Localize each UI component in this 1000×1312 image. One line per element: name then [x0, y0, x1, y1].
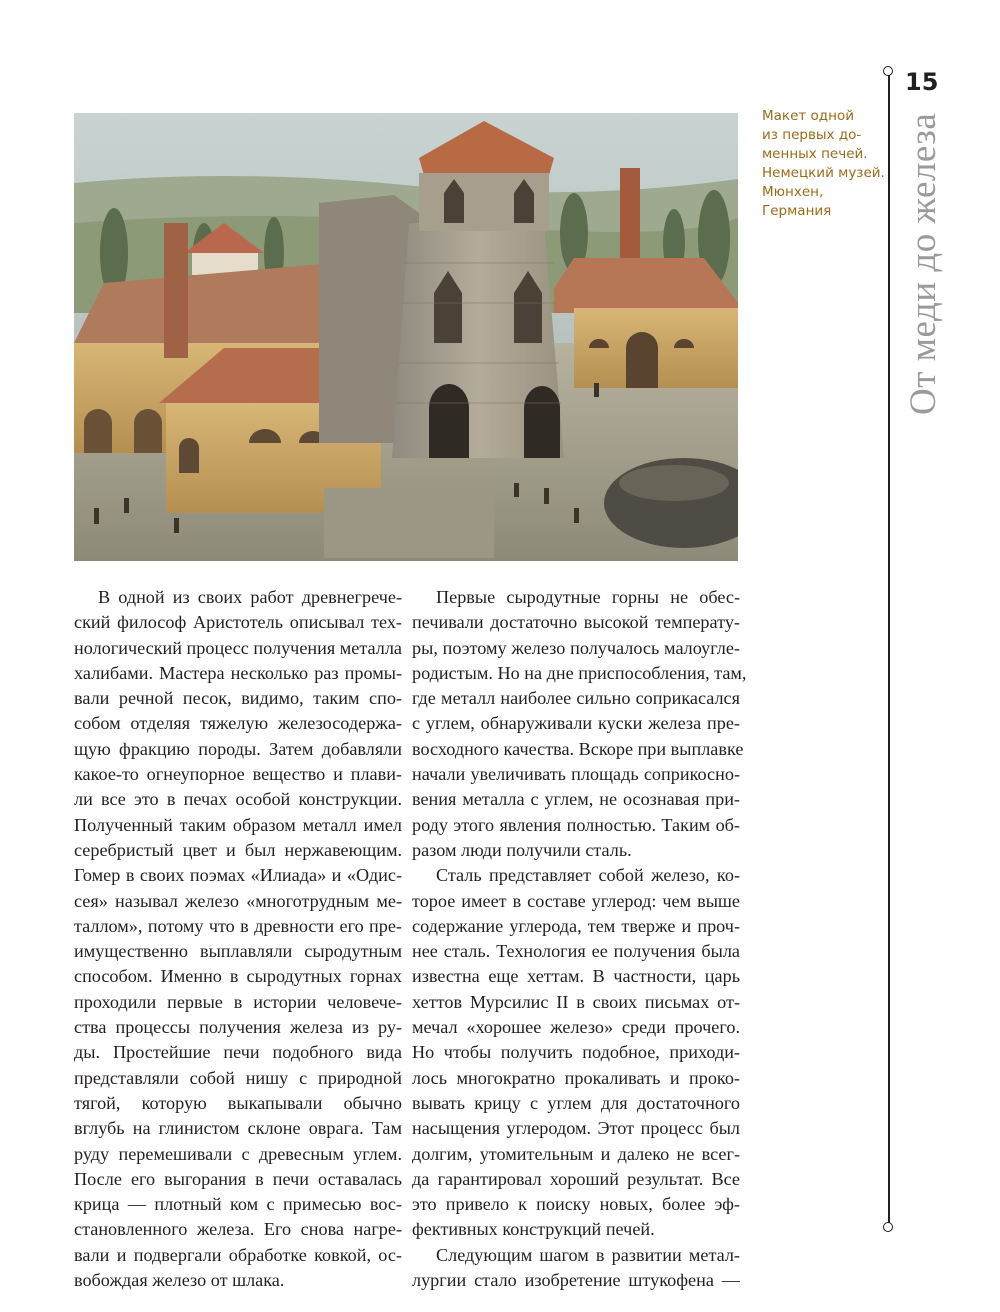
text-line: проходили первые в истории человече- — [74, 991, 402, 1012]
text-line: Первые сыродутные горны не обес- — [436, 587, 740, 607]
text-line: торое имеет в составе углерод: чем выше — [412, 890, 740, 911]
text-line: Следующим шагом в развитии метал- — [436, 1244, 740, 1265]
text-line: нее сталь. Технология ее получения была — [412, 941, 740, 962]
text-line: известна еще хеттам. В частности, царь — [412, 966, 740, 987]
text-line: где металл наиболее сильно соприкасался — [412, 688, 740, 709]
text-line: руду перемешивали с древесным углем. — [74, 1143, 402, 1164]
text-line: таллом», потому что в древности его пре- — [74, 915, 402, 936]
text-line: вения металла с углем, не осознавая при- — [412, 789, 740, 810]
text-line: имущественно выплавляли сыродутным — [74, 941, 402, 962]
text-line: щую фракцию породы. Затем добавляли — [74, 738, 402, 759]
photo-caption — [762, 107, 885, 221]
caption-line: из первых до- — [762, 127, 862, 143]
text-line: халибами. Мастера несколько раз промы- — [74, 662, 402, 683]
text-line: разом люди получили сталь. — [412, 839, 632, 860]
text-line: крица — плотный ком с примесью вос- — [74, 1194, 402, 1215]
running-head: От меди до железа — [903, 112, 944, 415]
text-line: роду этого явления полностью. Таким об- — [412, 814, 740, 835]
text-line: лургии стало изобретение штукофена — — [412, 1270, 740, 1291]
text-line: серебристый цвет и был нержавеющим. — [74, 839, 402, 860]
text-line: восходного качества. Вскоре при выплавке — [412, 738, 744, 759]
rule-bottom-dot — [883, 1222, 893, 1232]
text-line: содержание углерода, тем тверже и проч- — [412, 915, 740, 936]
text-line: Полученный таким образом металл имел — [74, 814, 402, 835]
furnace-model-photo — [74, 113, 738, 561]
text-line: фективных конструкций печей. — [412, 1219, 655, 1240]
text-line: собом отделяя тяжелую железосодержа- — [74, 713, 402, 734]
text-line: нологический процесс получения металла — [74, 637, 402, 658]
caption-line: Макет одной — [762, 108, 854, 124]
text-line: лось многократно прокаливать и проко- — [412, 1067, 740, 1088]
text-line: сея» называл железо «многотрудным ме- — [74, 890, 402, 911]
rule-top-dot — [883, 66, 893, 76]
text-line: родистым. Но на дне приспособления, там, — [412, 662, 747, 683]
text-line: вглубь на глинистом склоне оврага. Там — [74, 1118, 402, 1139]
text-line: вали и подвергали обработке ковкой, ос- — [74, 1244, 402, 1265]
text-line: вали речной песок, видимо, таким спо- — [74, 688, 402, 709]
margin-rule — [888, 74, 890, 1228]
text-line: насыщения углеродом. Этот процесс был — [412, 1118, 740, 1139]
text-line: вобождая железо от шлака. — [74, 1270, 285, 1291]
text-line: вывать крицу с углем для достаточного — [412, 1092, 740, 1113]
caption-line: менных печей. — [762, 146, 868, 162]
text-line: представляли собой нишу с природной — [74, 1067, 402, 1088]
text-line: способом. Именно в сыродутных горнах — [74, 966, 402, 987]
text-line: Но чтобы получить подобное, приходи- — [412, 1042, 740, 1063]
text-line: Сталь представляет собой железо, ко- — [436, 865, 740, 886]
text-line: какое-то огнеупорное вещество и плави- — [74, 764, 402, 785]
text-line: хеттов Мурсилис II в своих письмах от- — [412, 991, 740, 1012]
text-column-right — [412, 585, 747, 1293]
text-line: ли все это в печах особой конструкции. — [74, 789, 402, 810]
text-line: становленного железа. Его снова нагре- — [74, 1219, 402, 1240]
text-line: ды. Простейшие печи подобного вида — [74, 1042, 402, 1063]
text-line: ства процессы получения железа из ру- — [74, 1017, 402, 1038]
caption-line: Мюнхен, — [762, 184, 824, 200]
text-line: да гарантировал хороший результат. Все — [412, 1168, 740, 1189]
text-line: с углем, обнаруживали куски железа пре- — [412, 713, 740, 734]
text-line: это привело к поиску новых, более эф- — [412, 1194, 740, 1215]
text-line: долгим, утомительным и далеко не всег- — [412, 1143, 740, 1164]
text-line: Гомер в своих поэмах «Илиада» и «Одис- — [74, 865, 402, 886]
text-line: тягой, которую выкапывали обычно — [74, 1092, 402, 1113]
text-line: ры, поэтому железо получалось малоугле- — [412, 637, 740, 658]
text-line: мечал «хорошее железо» среди прочего. — [412, 1017, 740, 1038]
caption-line: Немецкий музей. — [762, 165, 885, 181]
text-line: В одной из своих работ древнегрече- — [98, 587, 402, 607]
text-line: начали увеличивать площадь соприкосно- — [412, 764, 740, 785]
page-number: 15 — [905, 68, 939, 96]
text-line: печивали достаточно высокой температу- — [412, 612, 740, 633]
text-line: После его выгорания в печи оставалась — [74, 1168, 402, 1189]
text-column-left — [74, 585, 402, 1293]
caption-line: Германия — [762, 203, 832, 219]
text-line: ский философ Аристотель описывал тех- — [74, 612, 402, 633]
